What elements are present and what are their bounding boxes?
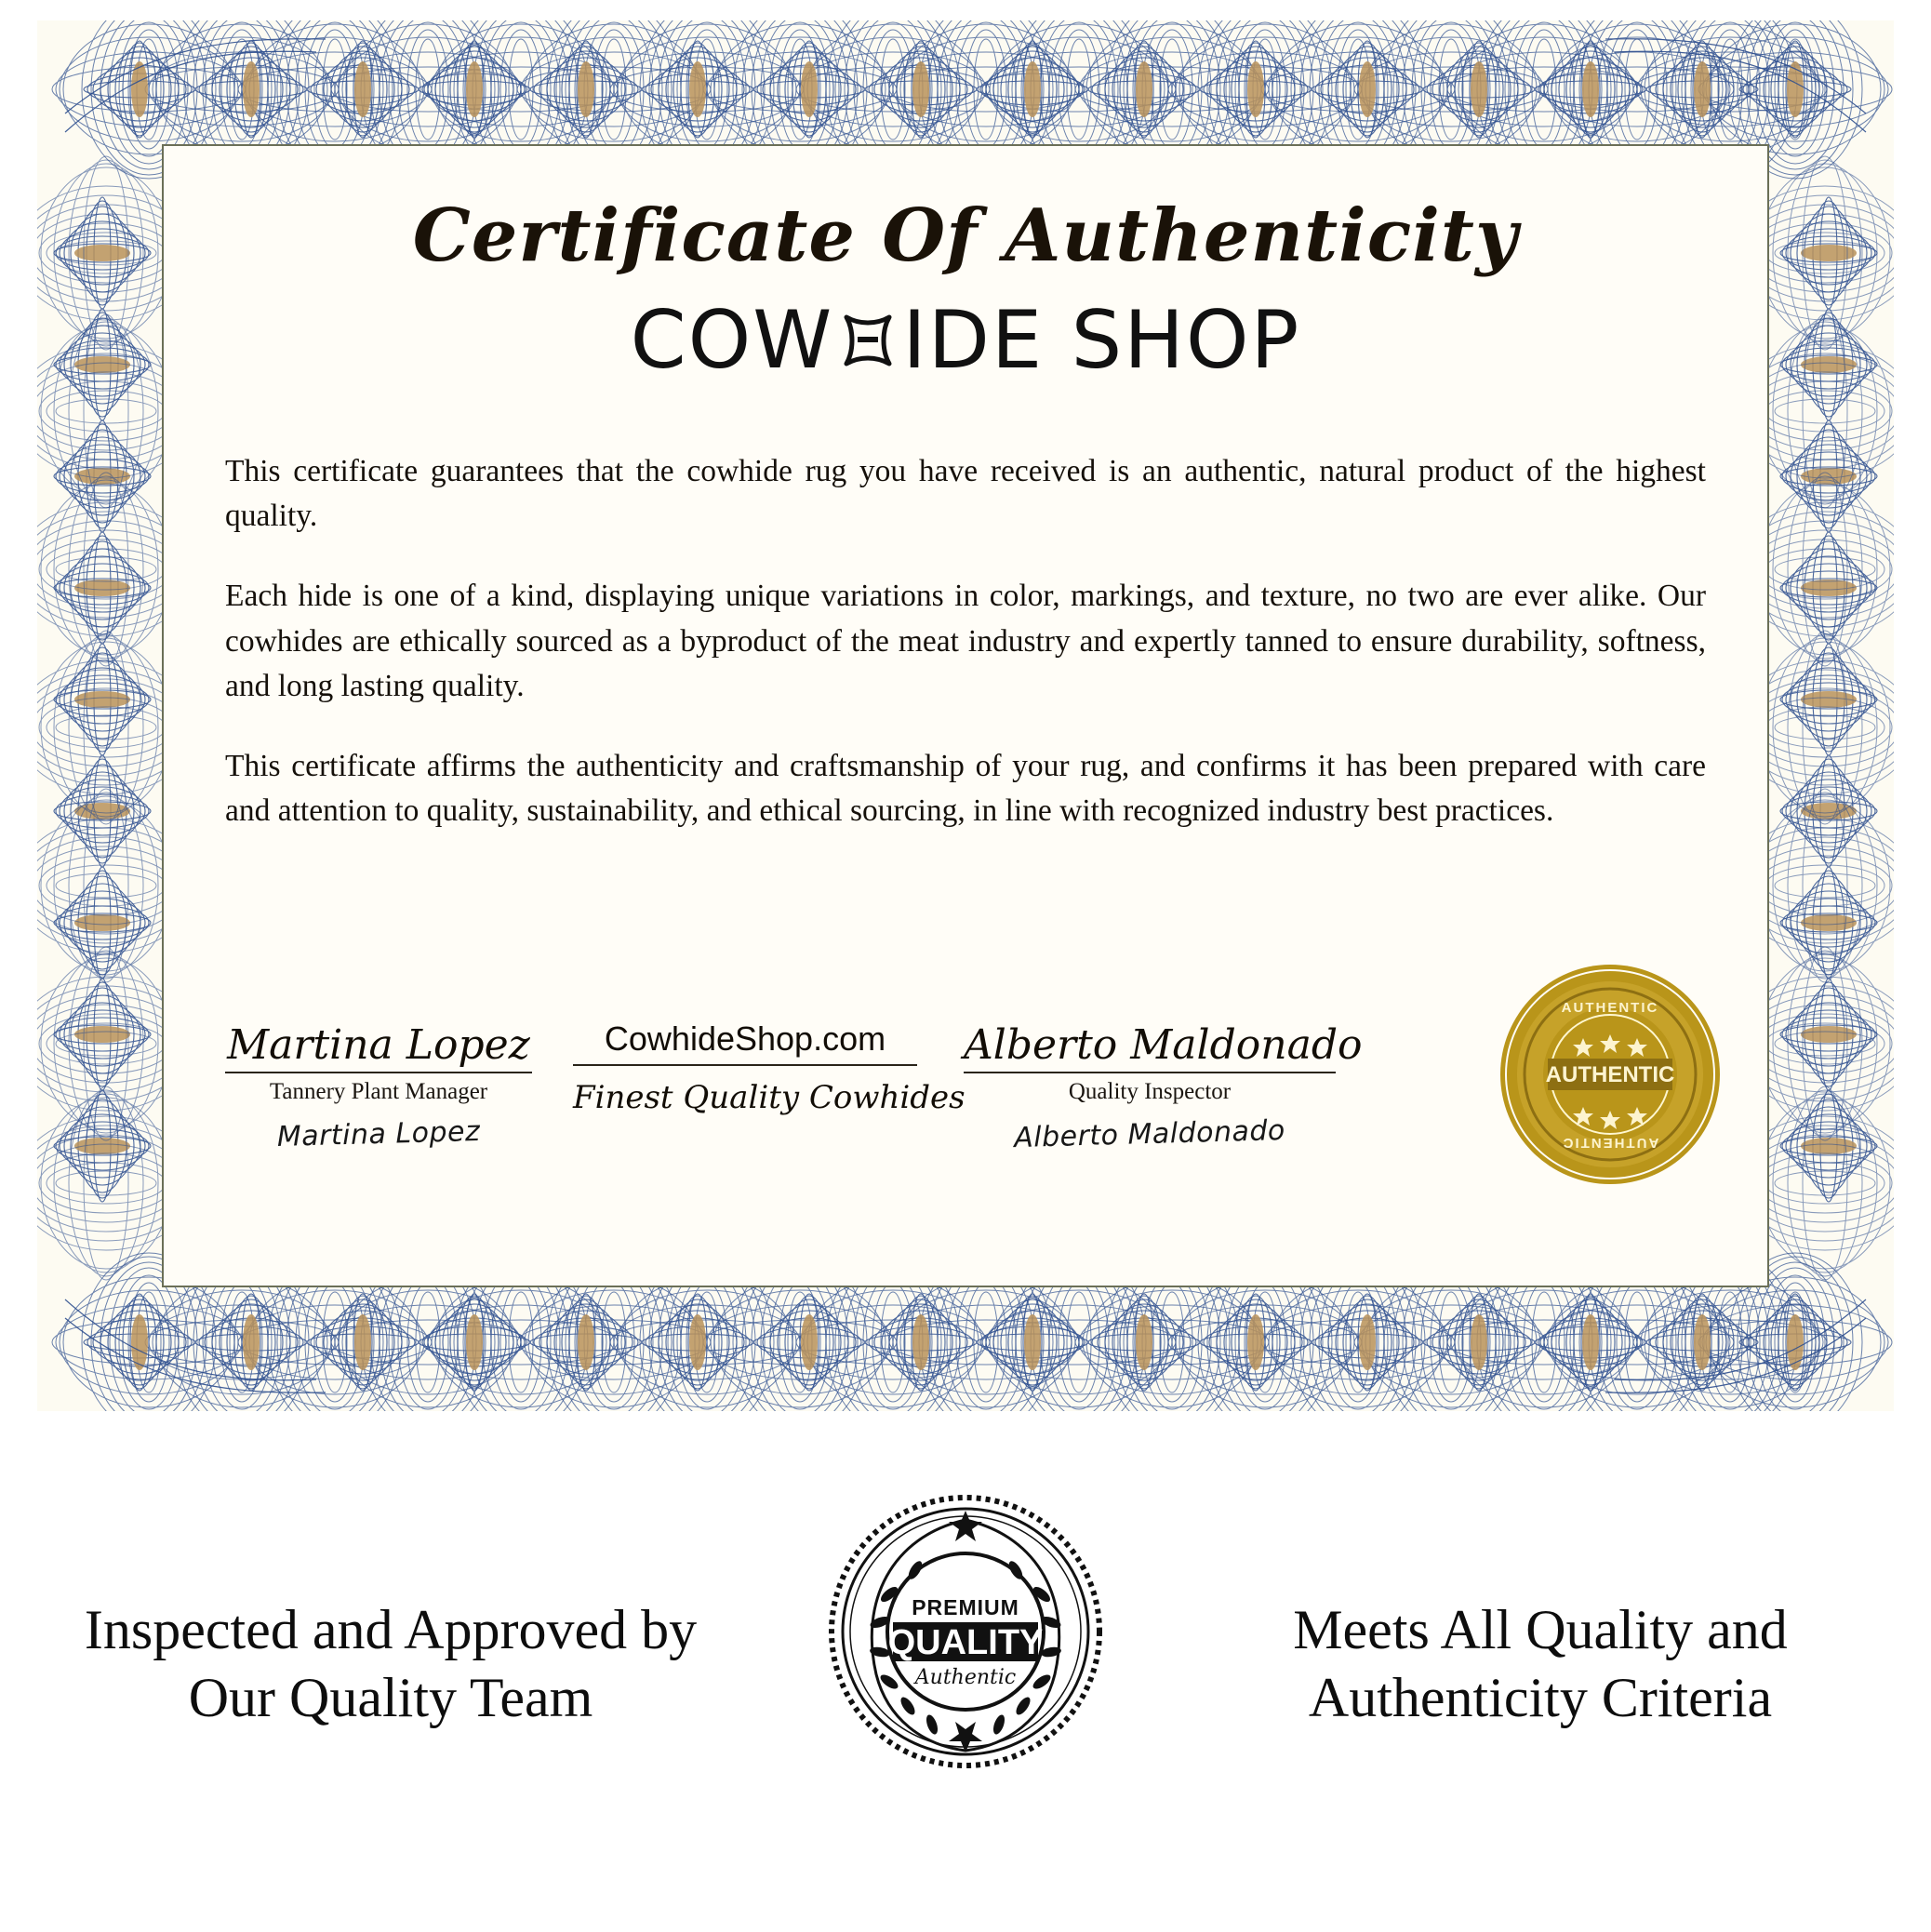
footer <box>0 1479 1931 1916</box>
website-block <box>573 1019 966 1116</box>
website-url[interactable]: CowhideShop.com <box>573 1019 917 1066</box>
signature-block-quality-inspector <box>964 1021 1363 1155</box>
handwritten-signature: Alberto Maldonado <box>1013 1114 1286 1155</box>
brand-name-before: COW <box>630 294 834 387</box>
seal-center-label: AUTHENTIC <box>1545 1062 1675 1087</box>
cowhide-h-monogram-icon <box>839 310 897 371</box>
badge-line-1: PREMIUM <box>912 1595 1019 1619</box>
brand-name-after: IDE SHOP <box>902 294 1301 387</box>
seal-ring-bottom-label: AUTHENTIC <box>1561 1135 1659 1151</box>
paragraph-2: Each hide is one of a kind, displaying unique variations in color, markings, and texture, no two are ever alike. Our cowhides are ethically sourced as a byproduct of the meat industry and expertly tanned to ensure durability, softness, and long lasting quality. <box>225 579 1706 703</box>
footer-right-text: Meets All Quality and Authenticity Criteria <box>1293 1599 1788 1729</box>
footer-left-text: Inspected and Approved by Our Quality Team <box>84 1599 698 1729</box>
certificate-title: Certificate Of Authenticity <box>412 193 1519 278</box>
certificate <box>37 20 1894 1411</box>
signature-area <box>164 995 1767 1228</box>
website-tagline: Finest Quality Cowhides <box>573 1079 966 1116</box>
paragraph-3: This certificate affirms the authenticity and craftsmanship of your rug, and confirms it has been prepared with care and attention to quality, sustainability, and ethical sourcing, in line with recognized industry best practices. <box>225 749 1706 829</box>
signature-name: Martina Lopez <box>225 1023 532 1073</box>
signature-role: Quality Inspector <box>1068 1079 1232 1105</box>
signature-role: Tannery Plant Manager <box>269 1079 488 1105</box>
paragraph-1: This certificate guarantees that the cowhide rug you have received is an authentic, natural product of the highest quality. <box>225 454 1706 534</box>
authentic-gold-seal <box>1494 958 1726 1191</box>
handwritten-signature: Martina Lopez <box>276 1115 481 1154</box>
certificate-text <box>225 449 1706 834</box>
seal-ring-top-label: AUTHENTIC <box>1561 1000 1659 1016</box>
signature-block-tannery-manager <box>225 1021 532 1154</box>
premium-quality-laurel-badge-icon <box>826 1492 1105 1771</box>
badge-line-2: QUALITY <box>887 1623 1044 1662</box>
certificate-body-panel <box>162 144 1769 1287</box>
brand-logo <box>164 294 1767 390</box>
signature-name: Alberto Maldonado <box>964 1023 1336 1073</box>
badge-line-3: Authentic <box>914 1666 1017 1689</box>
